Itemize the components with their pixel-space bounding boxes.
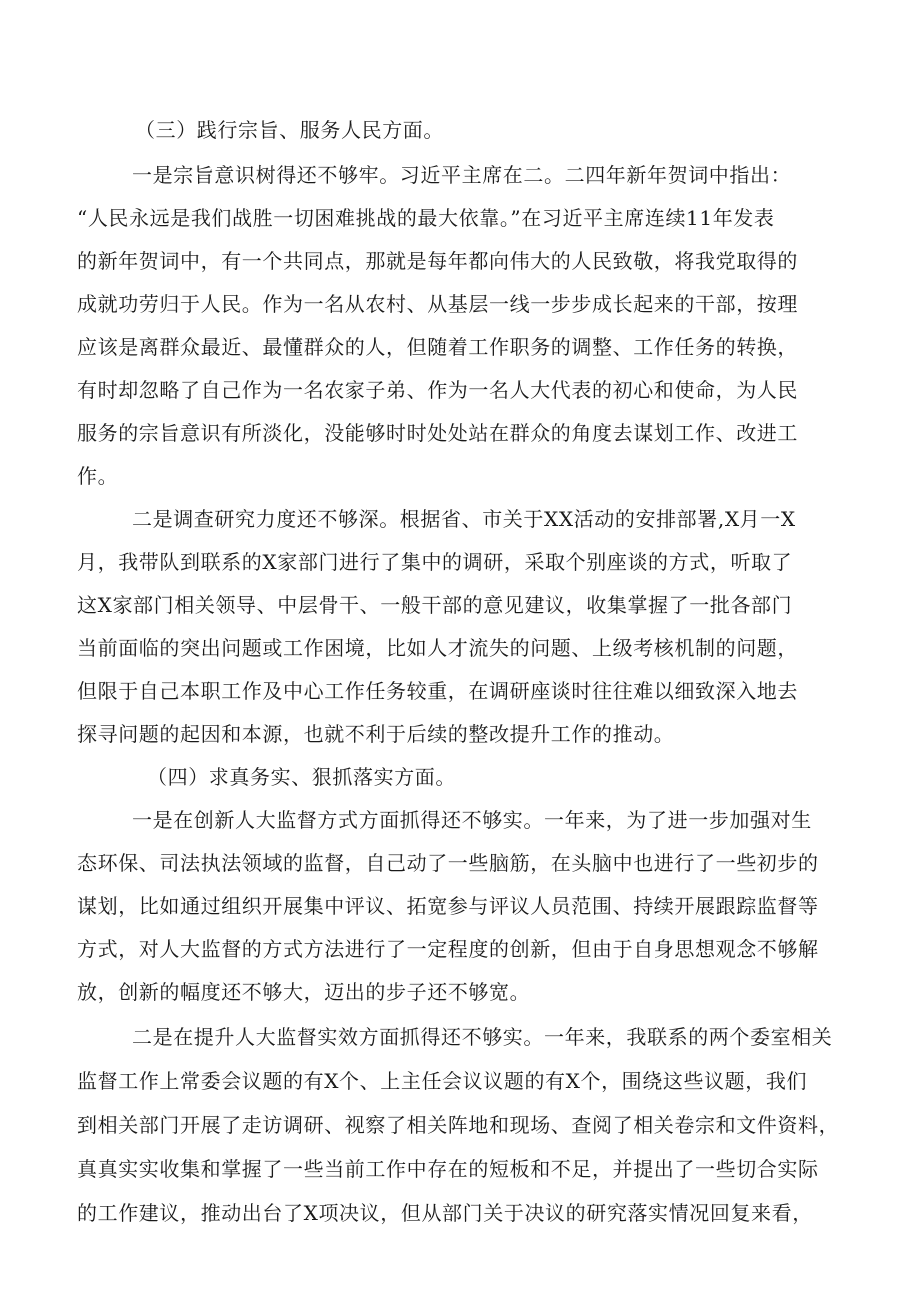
paragraph-line: 态环保、司法执法领域的监督，自己动了一些脑筋，在头脑中也进行了一些初步的 (77, 851, 819, 875)
paragraph-line: 这X家部门相关领导、中层骨干、一般干部的意见建议，收集掌握了一批各部门 (77, 593, 793, 617)
paragraph-line: 一是宗旨意识树得还不够牢。习近平主席在二。二四年新年贺词中指出： (132, 163, 792, 187)
section-heading-3: （三）践行宗旨、服务人民方面。 (135, 118, 444, 142)
paragraph-line: 但限于自己本职工作及中心工作任务较重，在调研座谈时往往难以细致深入地去 (77, 679, 798, 703)
paragraph-line: 真真实实收集和掌握了一些当前工作中存在的短板和不足，并提出了一些切合实际 (77, 1157, 819, 1181)
paragraph-line: 的工作建议，推动出台了X项决议，但从部门关于决议的研究落实情况回复来看， (77, 1201, 813, 1225)
paragraph-line: 到相关部门开展了走访调研、视察了相关阵地和现场、查阅了相关卷宗和文件资料， (77, 1113, 840, 1137)
paragraph-line: 作。 (77, 464, 119, 488)
paragraph-line: 当前面临的突出问题或工作困境，比如人才流失的问题、上级考核机制的问题， (77, 636, 798, 660)
paragraph-line: 有时却忽略了自己作为一名农家子弟、作为一名人大代表的初心和使命，为人民 (77, 378, 798, 402)
paragraph-line: 的新年贺词中，有一个共同点，那就是每年都向伟大的人民致敬，将我党取得的 (77, 249, 798, 273)
paragraph-line: 谋划，比如通过组织开展集中评议、拓宽参与评议人员范围、持续开展跟踪监督等 (77, 894, 819, 918)
paragraph-line: 方式，对人大监督的方式方法进行了一定程度的创新，但由于自身思想观念不够解 (77, 937, 819, 961)
paragraph-line: 月，我带队到联系的X家部门进行了集中的调研，采取个别座谈的方式，听取了 (77, 550, 793, 574)
paragraph-line: 二是调查研究力度还不够深。根据省、市关于XX活动的安排部署,X月一X (132, 507, 796, 531)
paragraph-line: 一是在创新人大监督方式方面抓得还不够实。一年来，为了进一步加强对生 (132, 808, 812, 832)
paragraph-line: 成就功劳归于人民。作为一名从农村、从基层一线一步步成长起来的干部，按理 (77, 292, 798, 316)
paragraph-line: 放，创新的幅度还不够大，迈出的步子还不够宽。 (77, 980, 531, 1004)
paragraph-line: 探寻问题的起因和本源，也就不利于后续的整改提升工作的推动。 (77, 722, 675, 746)
paragraph-line: 服务的宗旨意识有所淡化，没能够时时处处站在群众的角度去谋划工作、改进工 (77, 421, 798, 445)
paragraph-line: “人民永远是我们战胜一切困难挑战的最大依靠。”在习近平主席连续11年发表 (77, 206, 775, 230)
paragraph-line: 二是在提升人大监督实效方面抓得还不够实。一年来，我联系的两个委室相关 (132, 1025, 833, 1049)
paragraph-line: 应该是离群众最近、最懂群众的人，但随着工作职务的调整、工作任务的转换， (77, 335, 798, 359)
paragraph-line: 监督工作上常委会议题的有X个、上主任会议议题的有X个，围绕这些议题，我们 (77, 1069, 808, 1093)
section-heading-4: （四）求真务实、狠抓落实方面。 (147, 765, 456, 789)
